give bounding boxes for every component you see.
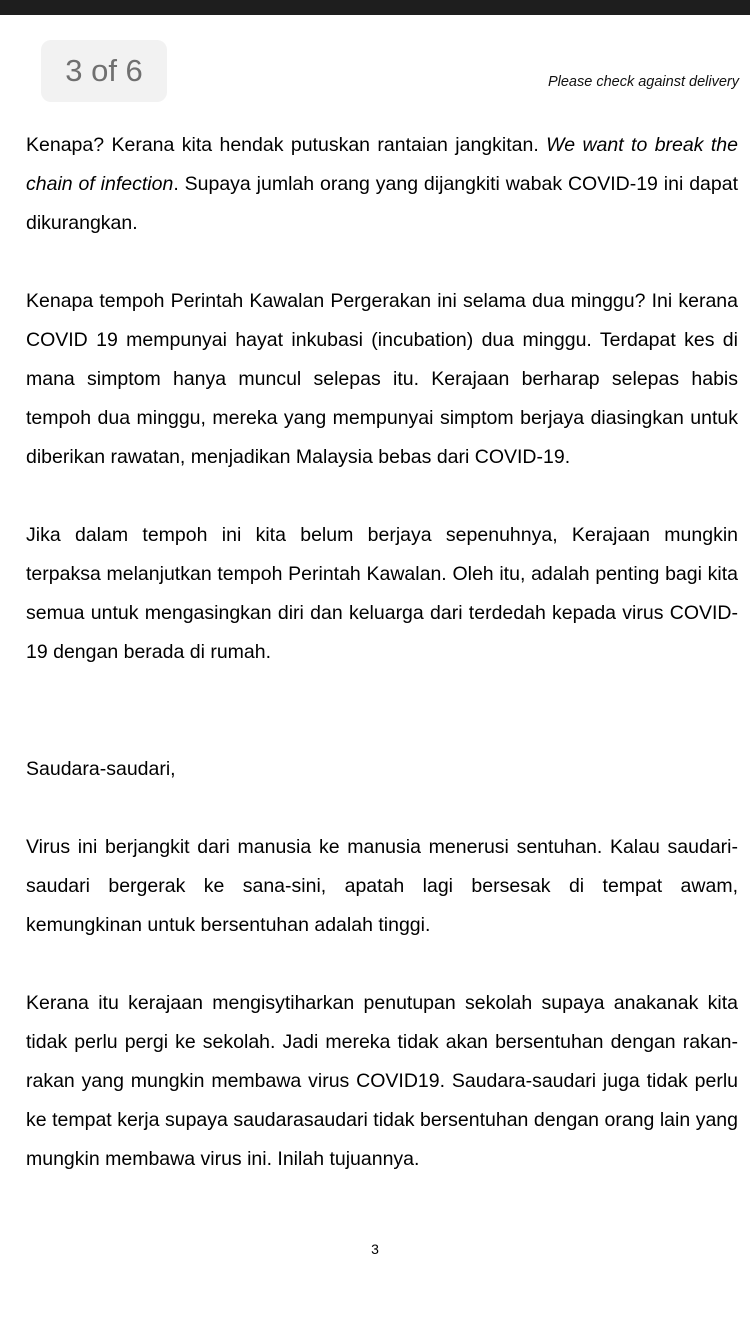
paragraph-4: Virus ini berjangkit dari manusia ke manusia menerusi sentuhan. Kalau saudari-saudari bergerak ke sana-sini, apatah lagi bersesak di tempat awam, kemungkinan untuk bersentuhan adalah tinggi. [26, 836, 738, 936]
page-indicator-badge: 3 of 6 [41, 40, 167, 102]
page-number: 3 [371, 1241, 379, 1257]
status-bar [0, 0, 750, 15]
document-body [26, 126, 738, 1179]
delivery-note: Please check against delivery [547, 74, 739, 90]
paragraph-2: Kenapa tempoh Perintah Kawalan Pergerakan ini selama dua minggu? Ini kerana COVID 19 mempunyai hayat inkubasi (incubation) dua minggu. Terdapat kes di mana simptom hanya muncul selepas itu. Kerajaan berharap selepas habis tempoh dua minggu, mereka yang mempunyai simptom berjaya diasingkan untuk diberikan rawatan, menjadikan Malaysia bebas dari COVID-19. [26, 290, 738, 468]
paragraph-5: Kerana itu kerajaan mengisytiharkan penutupan sekolah supaya anakanak kita tidak perlu pergi ke sekolah. Jadi mereka tidak akan bersentuhan dengan rakan-rakan yang mungkin membawa virus COVID19. Saudara-saudari juga tidak perlu ke tempat kerja supaya saudarasaudari tidak bersentuhan dengan orang lain yang mungkin membawa virus ini. Inilah tujuannya. [26, 992, 738, 1170]
paragraph-1 [26, 126, 738, 243]
paragraph-1-text-a: Kenapa? Kerana kita hendak putuskan rantaian jangkitan. [26, 134, 547, 156]
paragraph-3: Jika dalam tempoh ini kita belum berjaya sepenuhnya, Kerajaan mungkin terpaksa melanjutkan tempoh Perintah Kawalan. Oleh itu, adalah penting bagi kita semua untuk mengasingkan diri dan keluarga dari terdedah kepada virus COVID-19 dengan berada di rumah. [26, 524, 738, 663]
salutation: Saudara-saudari, [26, 758, 176, 780]
paragraph-1-text-b: . Supaya jumlah orang yang dijangkiti wabak COVID-19 ini dapat dikurangkan. [26, 173, 739, 234]
paragraph-1-italic: We want to break the chain of infection [26, 134, 738, 195]
